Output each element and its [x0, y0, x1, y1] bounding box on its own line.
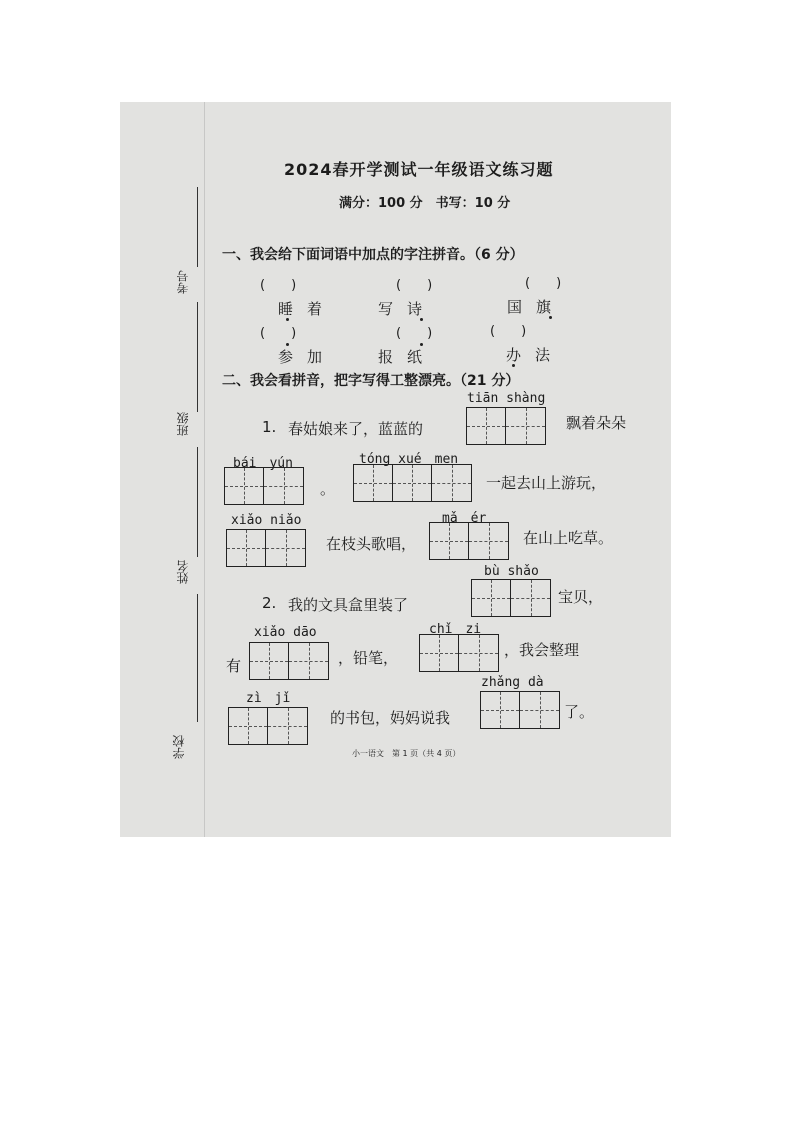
margin-line	[197, 302, 198, 412]
writing-grid[interactable]	[228, 707, 308, 745]
writing-grid[interactable]	[419, 634, 499, 672]
page-footer: 小一语文 第 1 页（共 4 页）	[352, 749, 461, 758]
writing-grid[interactable]	[429, 522, 509, 560]
question-text: 宝贝，	[558, 588, 604, 606]
writing-grid[interactable]	[353, 464, 472, 502]
section1-heading: 一、我会给下面词语中加点的字注拼音。（6 分）	[222, 247, 524, 263]
question-number: 2.	[262, 594, 277, 612]
writing-grid[interactable]	[471, 579, 551, 617]
pinyin-label: zì jǐ	[246, 691, 291, 706]
pinyin-label: tiān shàng	[467, 391, 546, 406]
exam-photo	[120, 102, 671, 837]
pinyin-label: xiǎo niǎo	[231, 513, 302, 528]
writing-grid[interactable]	[480, 691, 560, 729]
margin-line	[197, 187, 198, 267]
label-class: 班级	[176, 412, 190, 436]
pinyin-label: tóng xué men	[359, 452, 459, 467]
label-school: 学校	[172, 735, 186, 759]
pinyin-blank[interactable]: ( )	[525, 276, 562, 291]
pinyin-label: zhǎng dà	[481, 675, 544, 690]
emphasis-dot	[512, 364, 515, 367]
word-item: 办法	[506, 346, 565, 364]
question-text: 有	[226, 657, 242, 675]
word-item: 参加	[278, 348, 337, 366]
question-text: 春姑娘来了，蓝蓝的	[288, 420, 424, 438]
pinyin-blank[interactable]: ( )	[396, 278, 433, 293]
word-item: 报纸	[378, 348, 437, 366]
question-text: ，铅笔，	[338, 649, 399, 667]
question-text: ，我会整理	[504, 641, 580, 659]
question-text: 我的文具盒里装了	[288, 596, 409, 614]
exam-title: 2024春开学测试一年级语文练习题	[284, 160, 554, 179]
pinyin-blank[interactable]: ( )	[396, 326, 433, 341]
margin-line	[197, 447, 198, 557]
emphasis-dot	[286, 318, 289, 321]
pinyin-blank[interactable]: ( )	[260, 326, 297, 341]
word-item: 国旗	[507, 298, 566, 316]
question-text: 。	[320, 480, 336, 498]
label-name: 姓名	[176, 560, 190, 584]
margin-line	[197, 594, 198, 722]
emphasis-dot	[420, 343, 423, 346]
pinyin-blank[interactable]: ( )	[490, 324, 527, 339]
question-text: 了。	[564, 703, 595, 721]
writing-grid[interactable]	[466, 407, 546, 445]
word-item: 睡着	[278, 300, 337, 318]
emphasis-dot	[420, 318, 423, 321]
pinyin-blank[interactable]: ( )	[260, 278, 297, 293]
pinyin-label: bù shǎo	[484, 564, 539, 579]
pinyin-label: bái yún	[233, 456, 293, 471]
emphasis-dot	[286, 343, 289, 346]
pinyin-label: mǎ ér	[442, 511, 487, 526]
writing-grid[interactable]	[224, 467, 304, 505]
question-number: 1.	[262, 418, 277, 436]
writing-grid[interactable]	[226, 529, 306, 567]
question-text: 的书包，妈妈说我	[330, 709, 451, 727]
emphasis-dot	[549, 316, 552, 319]
question-text: 飘着朵朵	[566, 414, 627, 432]
section2-heading: 二、我会看拼音，把字写得工整漂亮。（21 分）	[222, 373, 520, 389]
pinyin-label: xiǎo dāo	[254, 625, 317, 640]
question-text: 在山上吃草。	[523, 529, 614, 547]
score-info: 满分：100 分 书写：10 分	[339, 196, 511, 211]
pinyin-label: chǐ zi	[429, 622, 482, 637]
question-text: 一起去山上游玩，	[486, 474, 607, 492]
word-item: 写诗	[378, 300, 437, 318]
label-exam-no: 考号	[176, 270, 190, 294]
question-text: 在枝头歌唱，	[326, 535, 417, 553]
writing-grid[interactable]	[249, 642, 329, 680]
fold-line	[204, 102, 205, 837]
